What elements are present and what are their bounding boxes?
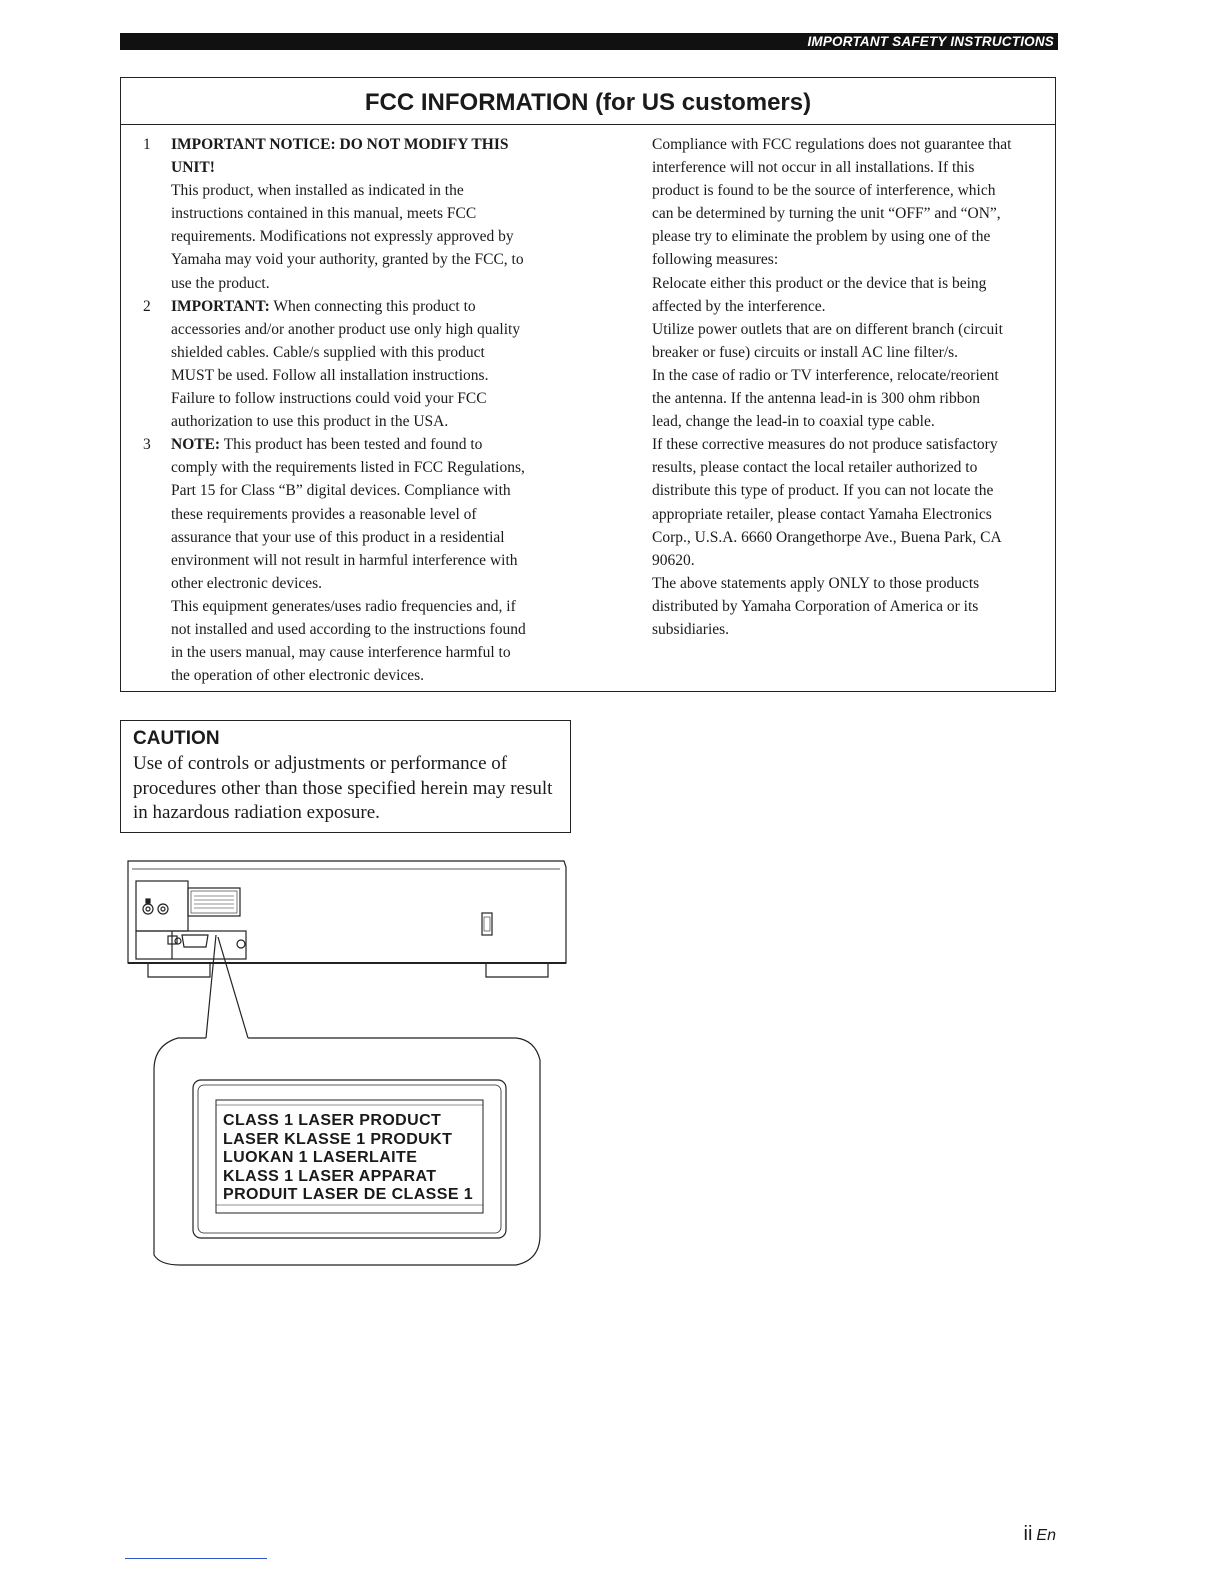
- fcc-right-line: Utilize power outlets that are on different branch (circuit: [652, 320, 1003, 338]
- fcc-right-line: Corp., U.S.A. 6660 Orangethorpe Ave., Buena Park, CA: [652, 528, 1002, 546]
- fcc-right-line: product is found to be the source of interference, which: [652, 182, 996, 200]
- caution-text: [133, 752, 563, 826]
- notice-line: authorization to use this product in the USA.: [171, 413, 449, 431]
- notice-line: Part 15 for Class “B” digital devices. Compliance with: [171, 482, 511, 500]
- page-number: [1024, 1523, 1056, 1546]
- notice-line: This equipment generates/uses radio frequencies and, if: [171, 597, 516, 615]
- notice-line: This product, when installed as indicated in the: [171, 182, 464, 200]
- fcc-right-line: 90620.: [652, 551, 695, 569]
- fcc-right-line: The above statements apply ONLY to those products: [652, 574, 980, 592]
- section-header-label: IMPORTANT SAFETY INSTRUCTIONS: [807, 34, 1054, 49]
- notice-body: [171, 133, 573, 295]
- notice-line: assurance that your use of this product in a residential: [171, 528, 505, 546]
- notice-number: 1: [143, 136, 151, 153]
- section-header-bar: [120, 33, 1058, 50]
- notice-line: Failure to follow instructions could void your FCC: [171, 390, 487, 408]
- fcc-right-line: please try to eliminate the problem by using one of the: [652, 228, 991, 246]
- caution-line: procedures other than those specified herein may result: [133, 777, 553, 799]
- laser-label-line: PRODUIT LASER DE CLASSE 1: [223, 1186, 474, 1203]
- notice-line: these requirements provides a reasonable level of: [171, 505, 477, 523]
- notice-line: environment will not result in harmful interference with: [171, 551, 518, 569]
- fcc-right-line: can be determined by turning the unit “OFF” and “ON”,: [652, 205, 1001, 223]
- fcc-right-line: distribute this type of product. If you can not locate the: [652, 482, 994, 500]
- notice-line: instructions contained in this manual, meets FCC: [171, 205, 477, 223]
- fcc-right-line: subsidiaries.: [652, 620, 730, 638]
- fcc-right-line: the antenna. If the antenna lead-in is 300 ohm ribbon: [652, 390, 980, 408]
- laser-label-line: KLASS 1 LASER APPARAT: [223, 1167, 437, 1185]
- notice-line: This product has been tested and found to: [220, 436, 483, 454]
- notice-number: 3: [143, 436, 151, 454]
- fcc-right-line: Compliance with FCC regulations does not guarantee that: [652, 136, 1012, 153]
- notice-line: accessories and/or another product use only high quality: [171, 320, 521, 338]
- notice-2: [143, 295, 573, 434]
- notice-body: [171, 295, 573, 434]
- laser-product-label: [223, 1112, 473, 1205]
- laser-label-line: CLASS 1 LASER PRODUCT: [223, 1112, 442, 1129]
- caution-line: Use of controls or adjustments or performance of: [133, 753, 508, 774]
- notice-line: the operation of other electronic devices.: [171, 667, 425, 685]
- notice-line: When connecting this product to: [269, 297, 476, 315]
- fcc-right-line: appropriate retailer, please contact Yamaha Electronics: [652, 505, 992, 523]
- fcc-left-column: [143, 133, 573, 687]
- fcc-right-line: results, please contact the local retailer authorized to: [652, 459, 978, 477]
- page-number-value: ii: [1023, 1523, 1033, 1545]
- laser-label-line: LUOKAN 1 LASERLAITE: [223, 1149, 418, 1166]
- fcc-right-line: breaker or fuse) circuits or install AC line filter/s.: [652, 343, 959, 361]
- notice-line: requirements. Modifications not expressly approved by: [171, 228, 514, 246]
- fcc-information-box: [120, 77, 1056, 692]
- caution-line: in hazardous radiation exposure.: [133, 802, 380, 823]
- notice-line: not installed and used according to the instructions found: [171, 620, 526, 638]
- fcc-right-line: interference will not occur in all installations. If this: [652, 159, 975, 177]
- notice-line: comply with the requirements listed in FCC Regulations,: [171, 459, 525, 477]
- caution-box: [120, 720, 571, 833]
- notice-line: other electronic devices.: [171, 574, 323, 592]
- notice-line: Yamaha may void your authority, granted by the FCC, to: [171, 251, 524, 269]
- notice-body: [171, 433, 573, 687]
- notice-line: use the product.: [171, 274, 270, 292]
- fcc-right-line: following measures:: [652, 251, 779, 269]
- caution-title: CAUTION: [133, 728, 220, 749]
- notice-line: in the users manual, may cause interference harmful to: [171, 644, 511, 662]
- notice-lead: IMPORTANT:: [171, 297, 270, 315]
- fcc-right-line: Relocate either this product or the device that is being: [652, 274, 987, 292]
- device-rear-panel-illustration: [120, 855, 580, 1275]
- notice-lead: NOTE:: [171, 436, 221, 454]
- fcc-right-line: In the case of radio or TV interference, relocate/reorient: [652, 366, 999, 384]
- notice-1: [143, 133, 573, 295]
- notice-heading: UNIT!: [171, 159, 215, 177]
- footer-rule: [125, 1558, 267, 1559]
- notice-number: 2: [143, 297, 151, 315]
- fcc-right-line: affected by the interference.: [652, 297, 826, 315]
- fcc-right-line: If these corrective measures do not produce satisfactory: [652, 436, 998, 454]
- fcc-right-line: distributed by Yamaha Corporation of America or its: [652, 597, 979, 615]
- fcc-right-column: [652, 133, 1052, 641]
- notice-3: [143, 433, 573, 687]
- notice-line: shielded cables. Cable/s supplied with this product: [171, 343, 485, 361]
- notice-line: MUST be used. Follow all installation instructions.: [171, 366, 489, 384]
- page-language: En: [1036, 1527, 1056, 1544]
- fcc-title: FCC INFORMATION (for US customers): [364, 89, 812, 116]
- fcc-right-line: lead, change the lead-in to coaxial type cable.: [652, 413, 935, 431]
- laser-label-line: LASER KLASSE 1 PRODUKT: [223, 1130, 453, 1148]
- fcc-title-divider: [121, 124, 1055, 125]
- notice-heading: IMPORTANT NOTICE: DO NOT MODIFY THIS: [171, 136, 509, 153]
